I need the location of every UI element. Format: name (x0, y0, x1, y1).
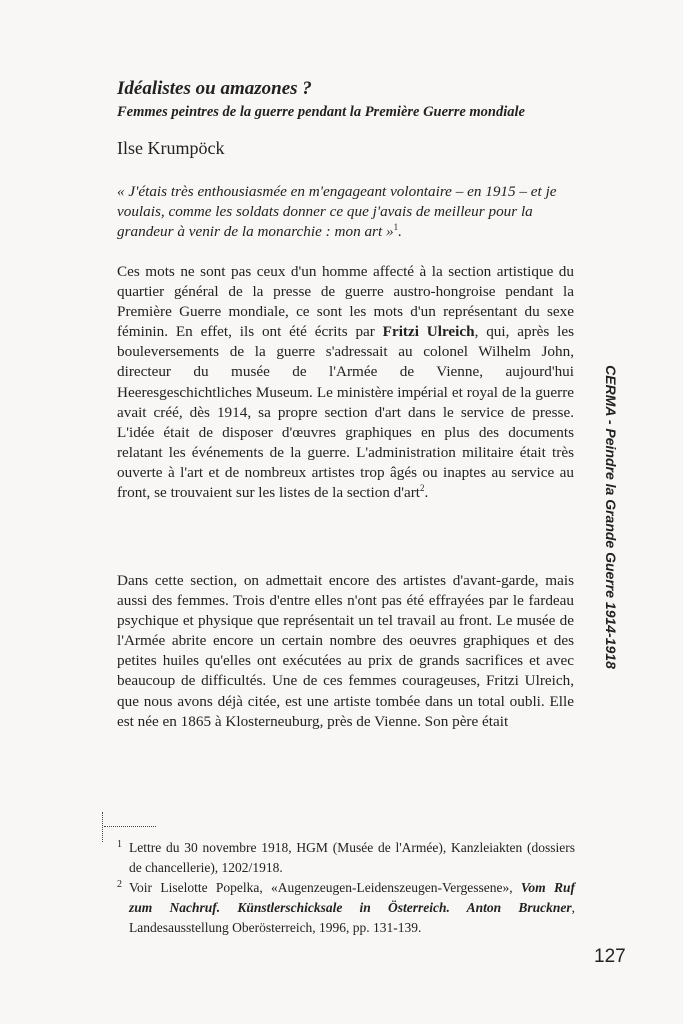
body-paragraph-2: Dans cette section, on admettait encore des artistes d'avant-garde, mais aussi des femmes. Trois d'entre elles n'ont pas été effrayées par le fardeau psychique et physique que représentait un tel travail au front. Le musée de l'Armée abrite encore un certain nombre des oeuvres graphiques et des petites huiles qu'elles ont exécutées au prix de grands sacrifices et avec beaucoup de difficultés. Une de ces femmes courageuses, Fritzi Ulreich, que nous avons déjà citée, est une artiste tombée dans un total oubli. Elle est née en 1865 à Klosterneuburg, près de Vienne. Son père était (117, 572, 574, 730)
page-number: 127 (594, 946, 626, 967)
running-title: CERMA - Peindre la Grande Guerre 1914-1918 (603, 365, 619, 669)
footnote-1 (117, 838, 577, 878)
running-title-sidebar (597, 362, 625, 672)
body-paragraph-1 (117, 262, 574, 503)
footnote-text (129, 878, 575, 938)
footnote-text: Lettre du 30 novembre 1918, HGM (Musée de l'Armée), Kanzleiakten (dossiers de chancellerie), 1202/1918. (129, 840, 575, 875)
article-title: Idéalistes ou amazones ? (117, 78, 312, 99)
footnote-2-part-b: , Landesausstellung Oberösterreich, 1996, pp. 131-139. (129, 900, 575, 935)
footnote-separator (104, 826, 156, 827)
footnote-2-part-a: Voir Liselotte Popelka, «Augenzeugen-Leidenszeugen-Vergessene», (129, 880, 521, 895)
opening-quote: « J'étais très enthousiasmée en m'engageant volontaire – en 1915 – et je voulais, comme les soldats donner ce que j'avais de meilleur pour la grandeur à venir de la monarchie : mon art »$^1$. (117, 183, 557, 241)
footnote-separator-mark (102, 812, 103, 842)
footnote-ref-2[interactable]: 2 (420, 482, 425, 493)
paragraph-1-end: . (424, 484, 429, 502)
quote-text: « J'étais très enthousiasmée en m'engageant volontaire – en 1915 – et je voulais, comme les soldats donner ce que j'avais de meilleur pour la grandeur à venir de la monarchie : mon art » (117, 183, 557, 241)
paragraph-1-part-a: Ces mots ne sont pas ceux d'un homme affecté à la section artistique du quartier général de la presse de guerre austro-hongroise pendant la Première Guerre mondiale, ce sont les mots d'un représentant du sexe féminin. En effet, ils ont été écrits par (117, 263, 574, 341)
footnote-number: 2 (117, 879, 122, 890)
footnote-2-book-title: Vom Ruf zum Nachruf. Künstlerschicksale in Österreich. Anton Bruckner (129, 880, 575, 915)
artist-name: Fritzi Ulreich (382, 323, 475, 341)
footnote-ref-1[interactable]: 1 (393, 222, 399, 233)
article-author: Ilse Krumpöck (117, 138, 225, 158)
footnote-number: 1 (117, 839, 122, 850)
footnote-2 (117, 878, 577, 938)
article-subtitle: Femmes peintres de la guerre pendant la Première Guerre mondiale (117, 104, 525, 120)
paragraph-1-part-b: , qui, après les bouleversements de la guerre s'adressait au colonel Wilhelm John, directeur du musée de l'Armée de Vienne, aujourd'hui Heeresgeschichtliches Museum. Le ministère impérial et royal de la guerre avait créé, dès 1914, sa propre section d'art dans le service de presse. L'idée était de disposer d'œuvres graphiques en plus des documents relatant les événements de la guerre. L'administration militaire était très ouverte à l'art et de nombreux artistes trop âgés ou inaptes au service au front, se trouvaient sur les listes de la section d'art (117, 323, 575, 502)
